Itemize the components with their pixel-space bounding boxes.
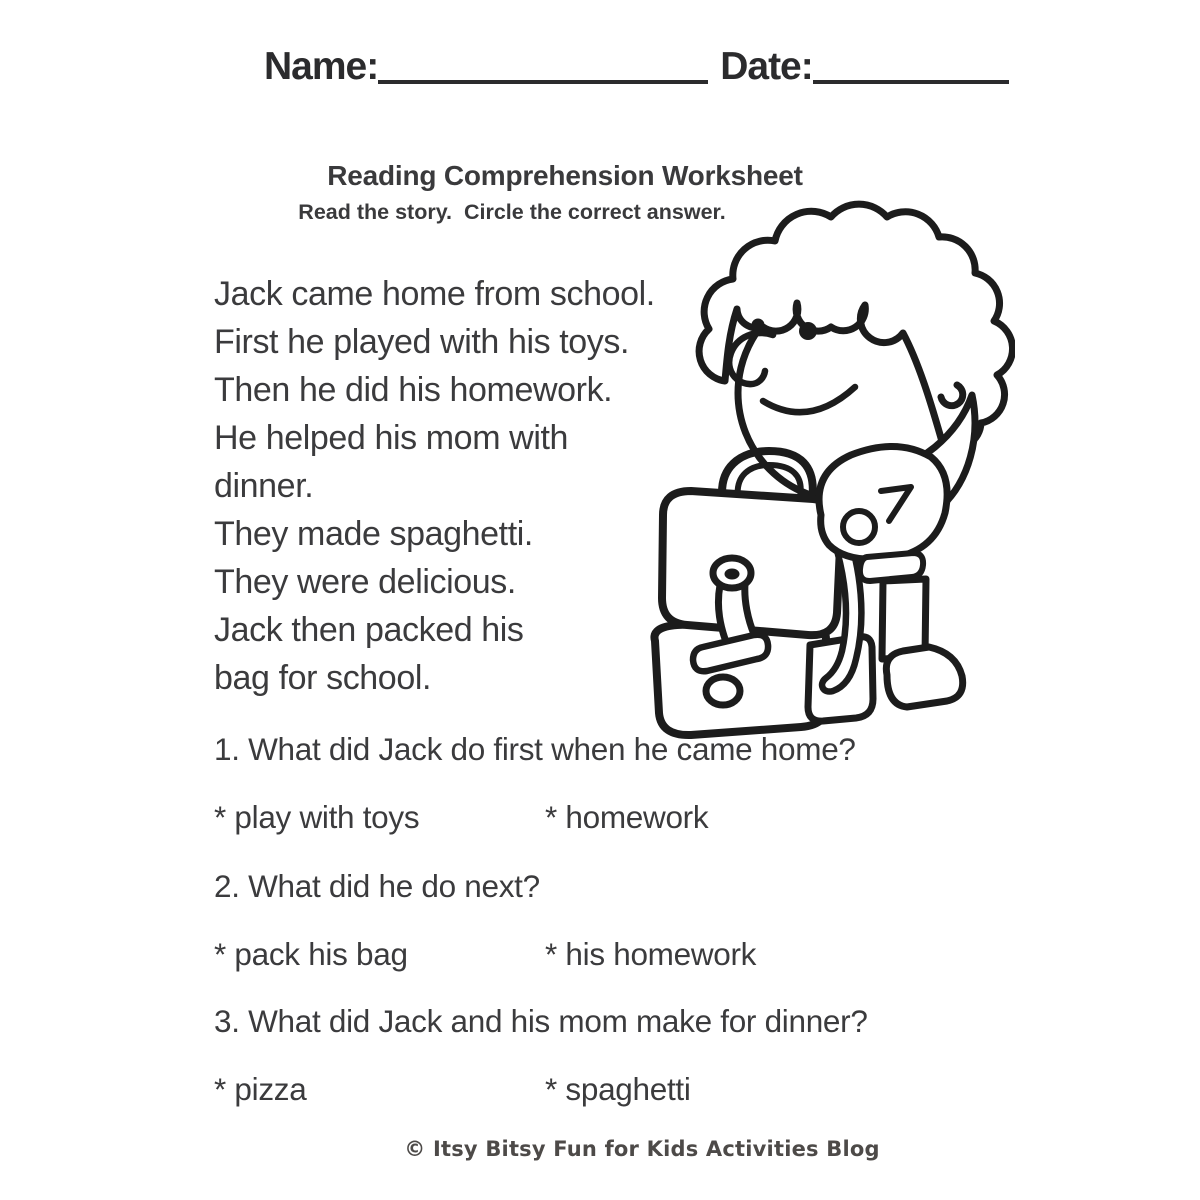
question-3: 3. What did Jack and his mom make for dinner?: [214, 1003, 868, 1039]
story-line: Jack came home from school.: [214, 275, 655, 313]
question-1: 1. What did Jack do first when he came home?: [214, 731, 856, 767]
backpack-buckle-hole: [725, 569, 740, 580]
boy-with-backpack-illustration: [635, 185, 1015, 745]
boy-shoe: [886, 647, 962, 707]
name-label: Name:: [264, 45, 379, 88]
question-1-option-1[interactable]: * play with toys: [214, 799, 420, 835]
story-line: bag for school.: [214, 659, 432, 697]
boy-cuff: [860, 553, 923, 581]
boy-hand: [843, 511, 875, 543]
question-3-option-1[interactable]: * pizza: [214, 1071, 307, 1107]
question-1-option-2[interactable]: * homework: [545, 799, 709, 835]
date-label: Date:: [720, 45, 813, 88]
question-1-options: [214, 799, 974, 843]
question-3-option-2[interactable]: * spaghetti: [545, 1071, 691, 1107]
question-2-option-2[interactable]: * his homework: [545, 936, 757, 972]
story-line: They made spaghetti.: [214, 515, 533, 553]
name-date-row: [264, 44, 1009, 91]
backpack-flap: [662, 491, 841, 635]
backpack-strap-tip: [706, 677, 740, 705]
question-2: 2. What did he do next?: [214, 868, 540, 904]
name-write-line[interactable]: [378, 80, 708, 84]
story-line: First he played with his toys.: [214, 323, 630, 361]
story-line: They were delicious.: [214, 563, 516, 601]
question-2-options: [214, 936, 974, 980]
story-line: Then he did his homework.: [214, 371, 613, 409]
story-text: [214, 270, 655, 702]
question-2-option-1[interactable]: * pack his bag: [214, 936, 408, 972]
date-write-line[interactable]: [813, 80, 1009, 84]
footer-credit: © Itsy Bitsy Fun for Kids Activities Blog: [404, 1137, 880, 1161]
page-subtitle: Read the story. Circle the correct answer.: [298, 200, 726, 224]
boy-sleeve: [819, 446, 947, 559]
story-line: He helped his mom with: [214, 419, 569, 457]
story-line: dinner.: [214, 467, 314, 505]
question-3-options: [214, 1071, 974, 1115]
story-line: Jack then packed his: [214, 611, 524, 649]
boy-eye-right: [799, 322, 817, 340]
boy-eye-left: [752, 319, 765, 332]
page-title: Reading Comprehension Worksheet: [327, 160, 803, 191]
